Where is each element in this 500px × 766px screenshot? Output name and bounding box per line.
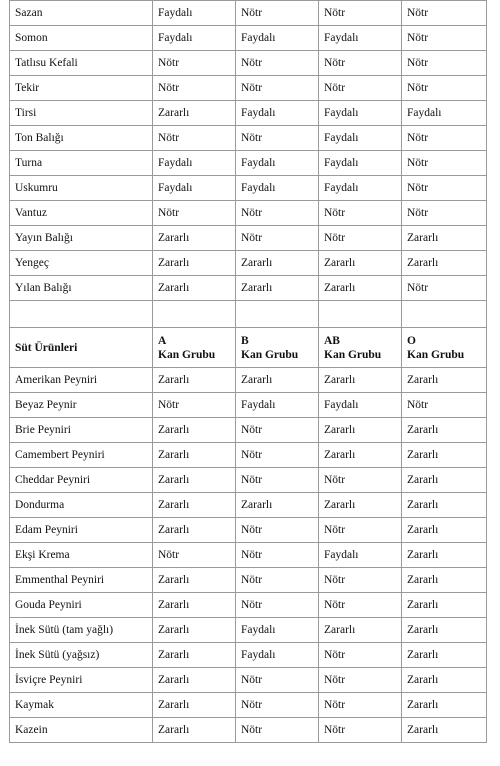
rating-cell: Zararlı (153, 568, 236, 593)
food-name-cell: Kaymak (10, 693, 153, 718)
rating-cell: Nötr (236, 1, 319, 26)
table-row (10, 151, 487, 176)
header-b (236, 328, 319, 368)
rating-cell: Faydalı (319, 151, 402, 176)
rating-cell: Faydalı (236, 618, 319, 643)
header-ab-type: AB (324, 334, 340, 347)
rating-cell: Nötr (319, 51, 402, 76)
rating-cell: Faydalı (153, 1, 236, 26)
rating-cell: Zararlı (402, 368, 487, 393)
rating-cell: Zararlı (153, 643, 236, 668)
rating-cell: Faydalı (236, 643, 319, 668)
rating-cell: Nötr (319, 643, 402, 668)
rating-cell: Faydalı (319, 101, 402, 126)
food-name-cell: İnek Sütü (tam yağlı) (10, 618, 153, 643)
rating-cell: Zararlı (153, 518, 236, 543)
food-name-cell: Camembert Peyniri (10, 443, 153, 468)
rating-cell: Faydalı (319, 393, 402, 418)
food-name-cell: Yayın Balığı (10, 226, 153, 251)
rating-cell: Faydalı (319, 126, 402, 151)
rating-cell: Faydalı (236, 393, 319, 418)
rating-cell: Nötr (402, 151, 487, 176)
rating-cell: Zararlı (153, 468, 236, 493)
header-a-group: Kan Grubu (158, 348, 216, 361)
rating-cell: Zararlı (402, 593, 487, 618)
header-o (402, 328, 487, 368)
rating-cell: Zararlı (153, 368, 236, 393)
food-name-cell: Beyaz Peynir (10, 393, 153, 418)
rating-cell: Nötr (402, 201, 487, 226)
table-row (10, 468, 487, 493)
rating-cell: Nötr (319, 668, 402, 693)
rating-cell: Nötr (236, 518, 319, 543)
table-row (10, 668, 487, 693)
rating-cell: Nötr (319, 693, 402, 718)
rating-cell: Nötr (402, 1, 487, 26)
rating-cell: Zararlı (402, 668, 487, 693)
rating-cell: Faydalı (319, 26, 402, 51)
rating-cell: Faydalı (236, 151, 319, 176)
rating-cell: Zararlı (153, 443, 236, 468)
rating-cell: Zararlı (402, 226, 487, 251)
rating-cell: Zararlı (402, 693, 487, 718)
header-b-type: B (241, 334, 249, 347)
rating-cell: Nötr (319, 568, 402, 593)
rating-cell: Zararlı (319, 493, 402, 518)
food-name-cell: Yengeç (10, 251, 153, 276)
rating-cell: Nötr (153, 201, 236, 226)
rating-cell: Zararlı (153, 276, 236, 301)
rating-cell: Zararlı (236, 368, 319, 393)
rating-cell: Nötr (153, 126, 236, 151)
header-ab-group: Kan Grubu (324, 348, 382, 361)
rating-cell: Faydalı (319, 543, 402, 568)
section-spacer (10, 301, 487, 328)
rating-cell: Nötr (402, 393, 487, 418)
food-name-cell: Yılan Balığı (10, 276, 153, 301)
rating-cell: Nötr (153, 51, 236, 76)
rating-cell: Nötr (319, 201, 402, 226)
table-row (10, 251, 487, 276)
blood-type-food-table (9, 0, 487, 743)
rating-cell: Zararlı (153, 493, 236, 518)
rating-cell: Nötr (236, 668, 319, 693)
header-o-group: Kan Grubu (407, 348, 465, 361)
food-name-cell: Uskumru (10, 176, 153, 201)
rating-cell: Faydalı (319, 176, 402, 201)
table-row (10, 76, 487, 101)
rating-cell: Nötr (402, 76, 487, 101)
food-name-cell: Tatlısu Kefali (10, 51, 153, 76)
rating-cell: Zararlı (153, 418, 236, 443)
table-row (10, 1, 487, 26)
rating-cell: Zararlı (153, 226, 236, 251)
table-row (10, 368, 487, 393)
table-row (10, 26, 487, 51)
spacer-row (10, 301, 487, 328)
food-name-cell: Amerikan Peyniri (10, 368, 153, 393)
rating-cell: Zararlı (153, 718, 236, 743)
rating-cell: Nötr (236, 693, 319, 718)
rating-cell: Nötr (236, 418, 319, 443)
food-name-cell: İnek Sütü (yağsız) (10, 643, 153, 668)
rating-cell: Nötr (153, 543, 236, 568)
table-row (10, 643, 487, 668)
rating-cell: Zararlı (236, 251, 319, 276)
rating-cell: Zararlı (402, 443, 487, 468)
rating-cell: Zararlı (153, 251, 236, 276)
food-name-cell: Emmenthal Peyniri (10, 568, 153, 593)
table-row (10, 201, 487, 226)
rating-cell: Faydalı (153, 151, 236, 176)
table-row (10, 493, 487, 518)
table-row (10, 51, 487, 76)
rating-cell: Nötr (319, 593, 402, 618)
rating-cell: Zararlı (153, 101, 236, 126)
table-row (10, 226, 487, 251)
rating-cell: Nötr (402, 126, 487, 151)
header-a-type: A (158, 334, 167, 347)
food-name-cell: Cheddar Peyniri (10, 468, 153, 493)
rating-cell: Nötr (402, 176, 487, 201)
category-header (10, 328, 153, 368)
rating-cell: Nötr (319, 226, 402, 251)
rating-cell: Nötr (402, 276, 487, 301)
table-row (10, 176, 487, 201)
table-row (10, 418, 487, 443)
rating-cell: Nötr (319, 76, 402, 101)
rating-cell: Nötr (236, 543, 319, 568)
rating-cell: Faydalı (153, 26, 236, 51)
table-row (10, 543, 487, 568)
food-name-cell: Ton Balığı (10, 126, 153, 151)
table-row (10, 443, 487, 468)
food-name-cell: İsviçre Peyniri (10, 668, 153, 693)
rating-cell: Zararlı (402, 618, 487, 643)
category-header-label: Süt Ürünleri (15, 341, 78, 354)
rating-cell: Faydalı (402, 101, 487, 126)
rating-cell: Nötr (153, 76, 236, 101)
rating-cell: Nötr (236, 593, 319, 618)
food-name-cell: Turna (10, 151, 153, 176)
food-name-cell: Brie Peyniri (10, 418, 153, 443)
table-row (10, 393, 487, 418)
table-row (10, 101, 487, 126)
rating-cell: Nötr (402, 26, 487, 51)
food-name-cell: Gouda Peyniri (10, 593, 153, 618)
header-a (153, 328, 236, 368)
rating-cell: Nötr (236, 468, 319, 493)
table-row (10, 718, 487, 743)
rating-cell: Nötr (402, 51, 487, 76)
header-ab (319, 328, 402, 368)
food-name-cell: Tekir (10, 76, 153, 101)
rating-cell: Faydalı (236, 176, 319, 201)
rating-cell: Zararlı (153, 668, 236, 693)
table-row (10, 693, 487, 718)
rating-cell: Nötr (236, 51, 319, 76)
table-row (10, 618, 487, 643)
rating-cell: Zararlı (402, 251, 487, 276)
rating-cell: Zararlı (319, 443, 402, 468)
rating-cell: Zararlı (319, 618, 402, 643)
table-row (10, 276, 487, 301)
food-name-cell: Tirsi (10, 101, 153, 126)
food-name-cell: Dondurma (10, 493, 153, 518)
rating-cell: Zararlı (402, 643, 487, 668)
food-name-cell: Kazein (10, 718, 153, 743)
food-name-cell: Ekşi Krema (10, 543, 153, 568)
rating-cell: Nötr (319, 518, 402, 543)
rating-cell: Nötr (319, 468, 402, 493)
table-row (10, 568, 487, 593)
food-name-cell: Somon (10, 26, 153, 51)
rating-cell: Nötr (153, 393, 236, 418)
rating-cell: Zararlı (236, 276, 319, 301)
rating-cell: Zararlı (402, 718, 487, 743)
food-name-cell: Vantuz (10, 201, 153, 226)
dairy-header-row (10, 328, 487, 368)
dairy-section (10, 368, 487, 743)
rating-cell: Zararlı (319, 276, 402, 301)
rating-cell: Nötr (236, 201, 319, 226)
table-row (10, 518, 487, 543)
rating-cell: Faydalı (236, 101, 319, 126)
rating-cell: Nötr (319, 718, 402, 743)
dairy-header-section (10, 328, 487, 368)
rating-cell: Nötr (319, 1, 402, 26)
rating-cell: Zararlı (319, 251, 402, 276)
rating-cell: Nötr (236, 76, 319, 101)
table-row (10, 126, 487, 151)
rating-cell: Zararlı (402, 543, 487, 568)
header-b-group: Kan Grubu (241, 348, 299, 361)
food-name-cell: Edam Peyniri (10, 518, 153, 543)
rating-cell: Nötr (236, 718, 319, 743)
rating-cell: Zararlı (319, 368, 402, 393)
rating-cell: Nötr (236, 226, 319, 251)
rating-cell: Zararlı (402, 493, 487, 518)
rating-cell: Zararlı (319, 418, 402, 443)
rating-cell: Zararlı (153, 618, 236, 643)
rating-cell: Zararlı (402, 568, 487, 593)
rating-cell: Nötr (236, 126, 319, 151)
rating-cell: Faydalı (236, 26, 319, 51)
rating-cell: Nötr (236, 443, 319, 468)
rating-cell: Nötr (236, 568, 319, 593)
rating-cell: Zararlı (402, 518, 487, 543)
rating-cell: Zararlı (402, 468, 487, 493)
rating-cell: Zararlı (153, 593, 236, 618)
food-name-cell: Sazan (10, 1, 153, 26)
fish-section (10, 1, 487, 301)
rating-cell: Zararlı (402, 418, 487, 443)
rating-cell: Faydalı (153, 176, 236, 201)
rating-cell: Zararlı (153, 693, 236, 718)
rating-cell: Zararlı (236, 493, 319, 518)
table-row (10, 593, 487, 618)
header-o-type: O (407, 334, 416, 347)
